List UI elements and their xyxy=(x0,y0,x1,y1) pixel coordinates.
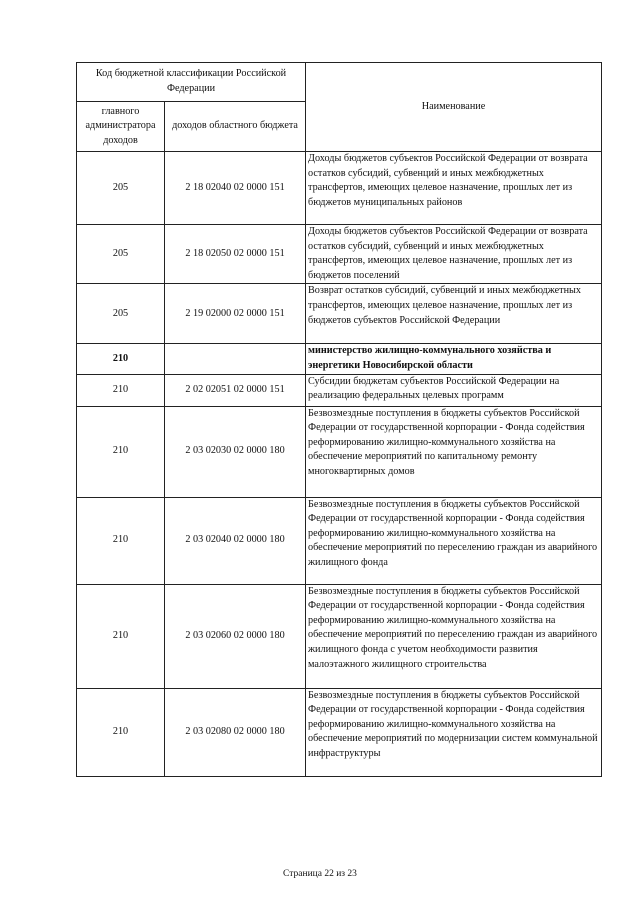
admin-code-cell: 205 xyxy=(77,225,165,284)
admin-code-cell: 210 xyxy=(77,344,165,374)
table-row xyxy=(77,584,602,688)
header-admin: главного администратора доходов xyxy=(77,102,165,152)
page-number: Страница 22 из 23 xyxy=(283,869,357,879)
name-cell: Безвозмездные поступления в бюджеты субъектов Российской Федерации от государственной корпорации - Фонда содействия реформированию жилищно-коммунального хозяйства на обеспечение мероприятий по модернизации систем коммунальной инфраструктуры xyxy=(306,688,602,776)
revenue-code-cell: 2 03 02030 02 0000 180 xyxy=(165,406,306,497)
header-code-group: Код бюджетной классификации Российской Федерации xyxy=(77,63,306,102)
name-cell: Субсидии бюджетам субъектов Российской Федерации на реализацию федеральных целевых программ xyxy=(306,374,602,406)
revenue-code-cell: 2 18 02050 02 0000 151 xyxy=(165,225,306,284)
revenue-code-cell: 2 03 02040 02 0000 180 xyxy=(165,497,306,584)
table-row xyxy=(77,284,602,344)
table-row xyxy=(77,225,602,284)
table-row xyxy=(77,406,602,497)
name-cell: Безвозмездные поступления в бюджеты субъектов Российской Федерации от государственной корпорации - Фонда содействия реформированию жилищно-коммунального хозяйства на обеспечение мероприятий по переселению граждан из аварийного жилищного фонда xyxy=(306,497,602,584)
name-cell: Возврат остатков субсидий, субвенций и иных межбюджетных трансфертов, имеющих целевое назначение, прошлых лет из бюджетов субъектов Российской Федерации xyxy=(306,284,602,344)
admin-code-cell: 205 xyxy=(77,284,165,344)
name-cell: Безвозмездные поступления в бюджеты субъектов Российской Федерации от государственной корпорации - Фонда содействия реформированию жилищно-коммунального хозяйства на обеспечение мероприятий по капитальному ремонту многоквартирных домов xyxy=(306,406,602,497)
table-row xyxy=(77,688,602,776)
header-code: доходов областного бюджета xyxy=(165,102,306,152)
admin-code-cell: 205 xyxy=(77,152,165,225)
revenue-code-cell: 2 02 02051 02 0000 151 xyxy=(165,374,306,406)
table-row xyxy=(77,497,602,584)
name-cell: министерство жилищно-коммунального хозяйства и энергетики Новосибирской области xyxy=(306,344,602,374)
table-row-section-header xyxy=(77,344,602,374)
name-cell: Доходы бюджетов субъектов Российской Федерации от возврата остатков субсидий, субвенций и иных межбюджетных трансфертов, имеющих целевое назначение, прошлых лет из бюджетов поселений xyxy=(306,225,602,284)
revenue-code-cell: 2 03 02080 02 0000 180 xyxy=(165,688,306,776)
revenue-code-cell: 2 19 02000 02 0000 151 xyxy=(165,284,306,344)
admin-code-cell: 210 xyxy=(77,584,165,688)
table-row xyxy=(77,152,602,225)
revenue-code-cell xyxy=(165,344,306,374)
name-cell: Доходы бюджетов субъектов Российской Федерации от возврата остатков субсидий, субвенций и иных межбюджетных трансфертов, имеющих целевое назначение, прошлых лет из бюджетов муниципальных районов xyxy=(306,152,602,225)
header-name: Наименование xyxy=(306,63,602,152)
table-row xyxy=(77,374,602,406)
revenue-code-cell: 2 03 02060 02 0000 180 xyxy=(165,584,306,688)
admin-code-cell: 210 xyxy=(77,374,165,406)
revenue-code-cell: 2 18 02040 02 0000 151 xyxy=(165,152,306,225)
admin-code-cell: 210 xyxy=(77,688,165,776)
admin-code-cell: 210 xyxy=(77,497,165,584)
budget-classification-table xyxy=(76,62,602,777)
admin-code-cell: 210 xyxy=(77,406,165,497)
name-cell: Безвозмездные поступления в бюджеты субъектов Российской Федерации от государственной корпорации - Фонда содействия реформированию жилищно-коммунального хозяйства на обеспечение мероприятий по переселению граждан из аварийного жилищного фонда с учетом необходимости развития малоэтажного жилищного строительства xyxy=(306,584,602,688)
